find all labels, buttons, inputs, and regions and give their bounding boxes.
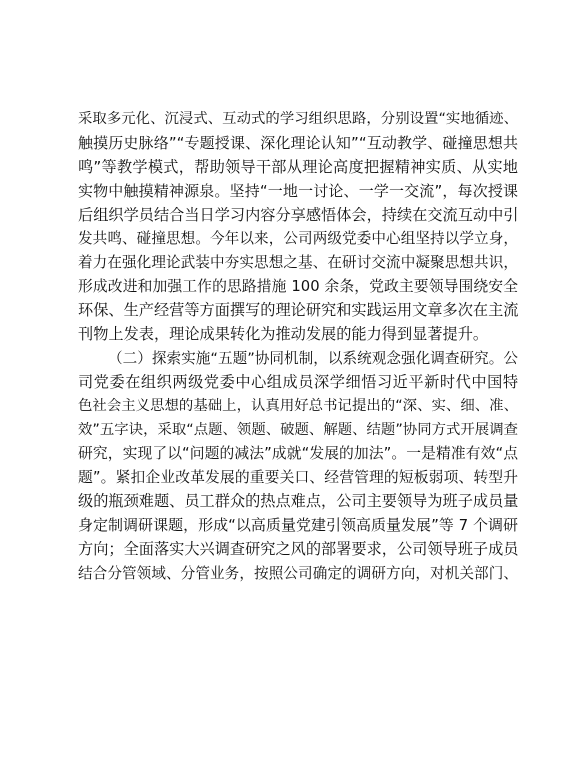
text-line-19: 方向；全面落实大兴调查研究之风的部署要求，公司领导班子成员 — [78, 540, 519, 559]
text-line-18: 身定制调研课题，形成“以高质量党建引领高质量发展”等 7 个调研 — [78, 516, 518, 535]
text-line-5: 后组织学员结合当日学习内容分享感悟体会，持续在交流互动中引 — [78, 205, 519, 224]
section-heading-line: （二）探索实施“五题”协同机制，以系统观念强化调查研究。公 — [108, 349, 518, 367]
text-line-7: 着力在强化理论武装中夯实思想之基、在研讨交流中凝聚思想共识， — [78, 254, 518, 272]
text-line-9: 环保、生产经营等方面撰写的理论研究和实践运用文章多次在主流 — [78, 301, 519, 320]
text-line-14: 效”五字诀，采取“点题、领题、破题、解题、结题”协同方式开展调查 — [78, 421, 518, 438]
text-line-8: 形成改进和加强工作的思路措施 100 余条，党政主要领导围绕安全 — [78, 278, 518, 296]
text-line-17: 级的瓶颈难题、员工群众的热点难点，公司主要领导为班子成员量 — [78, 492, 519, 511]
text-line-10: 刊物上发表，理论成果转化为推动发展的能力得到显著提升。 — [78, 325, 489, 344]
text-line-4: 实物中触摸精神源泉。坚持“一地一讨论、一学一交流”，每次授课 — [78, 181, 518, 200]
text-line-16: 题”。紧扣企业改革发展的重要关口、经营管理的短板弱项、转型升 — [78, 469, 518, 487]
text-line-13: 色社会主义思想的基础上，认真用好总书记提出的“深、实、细、准、 — [78, 397, 518, 414]
text-line-15: 研究，实现了以“问题的减法”成就“发展的加法”。一是精准有效“点 — [78, 445, 518, 463]
text-line-20: 结合分管领域、分管业务，按照公司确定的调研方向，对机关部门、 — [78, 564, 518, 582]
text-line-6: 发共鸣、碰撞思想。今年以来，公司两级党委中心组坚持以学立身， — [78, 230, 518, 248]
text-line-3: 鸣”等教学模式，帮助领导干部从理论高度把握精神实质、从实地 — [78, 157, 518, 176]
body-text — [78, 108, 518, 586]
text-line-1: 采取多元化、沉浸式、互动式的学习组织思路，分别设置“实地循迹、 — [78, 111, 518, 127]
text-line-12: 司党委在组织两级党委中心组成员深学细悟习近平新时代中国特 — [78, 372, 518, 391]
text-line-2: 触摸历史脉络”“专题授课、深化理论认知”“互动教学、碰撞思想共 — [78, 133, 518, 152]
